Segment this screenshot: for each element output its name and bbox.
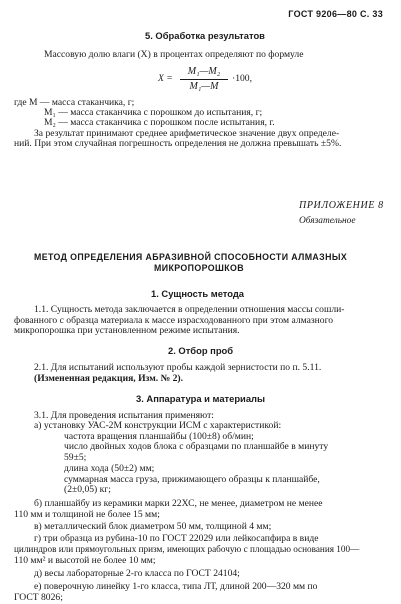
where-line-3: M₂ — масса стаканчика с порошком после испытания, г. — [44, 117, 275, 128]
where-line-1: где М — масса стаканчика, г; — [14, 97, 135, 108]
s3-line-8: (2±0,05) кг; — [64, 484, 111, 495]
s3-line-11: в) металлический блок диаметром 50 мм, толщиной 4 мм; — [34, 521, 272, 532]
moisture-formula — [158, 66, 288, 92]
appendix-status: Обязательное — [299, 216, 356, 226]
s3-line-5: 59±5; — [64, 452, 87, 463]
s3-line-7: суммарная масса груза, прижимающего образцы к планшайбе, — [64, 474, 320, 485]
result-line-1: За результат принимают среднее арифметическое значение двух определе- — [34, 128, 340, 139]
section-5-intro: Массовую долю влаги (X) в процентах определяют по формуле — [44, 49, 304, 60]
section-5-title: 5. Обработка результатов — [145, 30, 265, 41]
formula-fraction — [180, 66, 228, 93]
s1-line-1: 1.1. Сущность метода заключается в определении отношения массы сошли- — [34, 304, 345, 315]
s1-title: 1. Сущность метода — [151, 288, 245, 299]
s3-line-13: цилиндров или прямоугольных призм, имеющих рабочую с площадью основания 100— — [14, 544, 360, 554]
method-title-line-2: МИКРОПОРОШКОВ — [154, 263, 244, 273]
s3-line-2: а) установку УАС-2М конструкции ИСМ с характеристикой: — [34, 420, 282, 431]
s2-title: 2. Отбор проб — [168, 345, 234, 356]
s3-line-15: д) весы лабораторные 2-го класса по ГОСТ 24104; — [34, 568, 240, 579]
where-line-2: M₁ — масса стаканчика с порошком до испытания, г; — [44, 107, 263, 118]
s3-line-4: число двойных ходов блока с образцами по планшайбе в минуту — [64, 441, 329, 452]
formula-numerator: M₁—M₂ — [187, 66, 221, 77]
fraction-bar — [180, 79, 228, 80]
s3-line-14: 110 мм² и высотой не более 10 мм; — [14, 555, 156, 566]
s3-line-10: 110 мм и толщиной не более 15 мм; — [14, 509, 160, 520]
result-line-2: ний. При этом случайная погрешность определения не должна превышать ±5%. — [14, 138, 342, 149]
appendix-label: ПРИЛОЖЕНИЕ 8 — [299, 200, 384, 211]
s3-line-3: частота вращения планшайбы (100±8) об/мин; — [64, 431, 254, 442]
s3-line-6: длина хода (50±2) мм; — [64, 463, 155, 474]
formula-tail: ·100, — [232, 73, 252, 84]
s3-line-17: ГОСТ 8026; — [14, 592, 63, 603]
s3-line-16: е) поверочную линейку 1-го класса, типа ЛТ, длиной 200—320 мм по — [34, 581, 318, 592]
formula-lhs: X = — [158, 73, 173, 84]
s3-line-12: г) три образца из рубина-10 по ГОСТ 22029 или лейкосапфира в виде — [34, 533, 319, 544]
formula-denominator: M₁—M — [189, 81, 219, 92]
method-title-line-1: МЕТОД ОПРЕДЕЛЕНИЯ АБРАЗИВНОЙ СПОСОБНОСТИ АЛМАЗНЫХ — [34, 252, 348, 262]
s2-amendment: (Измененная редакция, Изм. № 2). — [34, 373, 184, 384]
s1-line-2: фованного с образца материала к массе израсходованного при этом алмазного — [14, 315, 334, 326]
s3-line-1: 3.1. Для проведения испытания применяют: — [34, 410, 214, 421]
s3-title: 3. Аппаратура и материалы — [136, 393, 265, 404]
page-header: ГОСТ 9206—80 С. 33 — [288, 9, 383, 19]
s3-line-9: б) планшайбу из керамики марки 22ХС, не менее, диаметром не менее — [34, 498, 323, 509]
s1-line-3: микропорошка при установленном режиме испытания. — [14, 325, 240, 336]
s2-line-1: 2.1. Для испытаний используют пробы каждой зернистости по п. 5.11. — [34, 362, 322, 373]
